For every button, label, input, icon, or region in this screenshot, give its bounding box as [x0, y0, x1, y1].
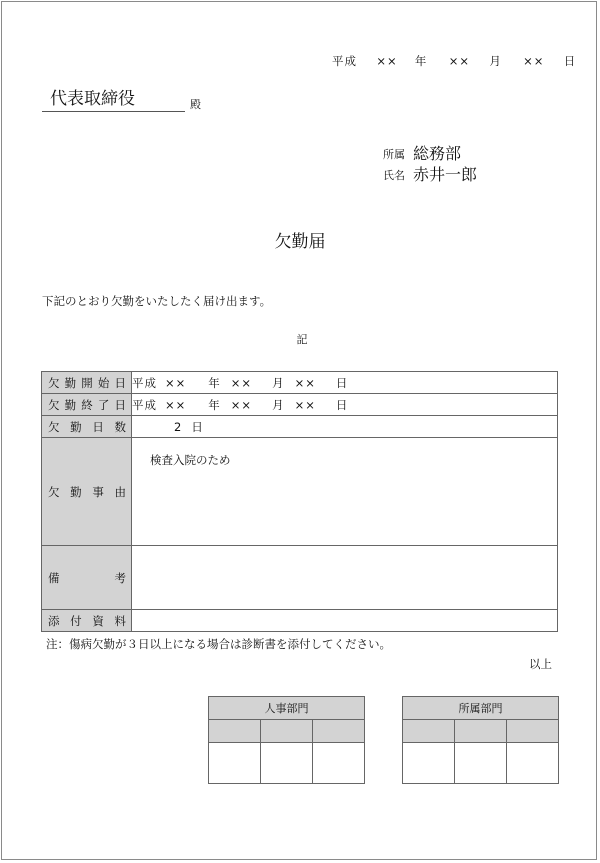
sender-name — [383, 161, 477, 184]
label-char: 了 — [97, 397, 110, 412]
label-char: 料 — [114, 613, 126, 628]
name-value: 赤井一郎 — [413, 165, 478, 184]
end-day: ×× — [294, 397, 316, 412]
label-char: 添 — [48, 613, 60, 628]
label-char: 備 — [48, 570, 60, 585]
date-day: ×× — [523, 54, 545, 68]
end-year-unit: 年 — [208, 397, 221, 412]
label-char: 始 — [97, 375, 110, 390]
hr-stamp-header-row — [209, 720, 365, 743]
dept-stamp-header-row — [403, 720, 559, 743]
days-value-cell[interactable] — [132, 416, 558, 438]
dept-stamp-seal-row — [403, 743, 559, 784]
end-date-value[interactable] — [132, 394, 558, 416]
attachments-value[interactable] — [132, 610, 558, 632]
label-char: 終 — [81, 397, 93, 412]
note-text: 注：傷病欠勤が３日以上になる場合は診断書を添付してください。 — [46, 637, 391, 651]
label-char: 資 — [92, 613, 104, 628]
days-value: 2 — [174, 419, 182, 434]
start-date-value[interactable] — [132, 372, 558, 394]
intro-text: 下記のとおり欠勤をいたしたく届け出ます。 — [42, 294, 272, 308]
label-char: 事 — [92, 484, 104, 499]
seal-cell[interactable] — [455, 743, 507, 784]
remarks-label — [42, 546, 132, 610]
label-char: 考 — [114, 570, 126, 585]
seal-cell[interactable] — [209, 743, 261, 784]
start-year-unit: 年 — [208, 375, 221, 390]
date-year-unit: 年 — [414, 54, 428, 68]
label-char: 日 — [114, 375, 126, 390]
hr-stamp-seal-row — [209, 743, 365, 784]
start-month-unit: 月 — [272, 375, 285, 390]
days-label — [42, 416, 132, 438]
label-char: 欠 — [48, 419, 60, 434]
hr-stamp-box — [208, 696, 365, 784]
reason-value[interactable]: 検査入院のため — [132, 438, 558, 546]
days-unit: 日 — [191, 419, 203, 434]
end-date-row — [42, 394, 558, 416]
end-month-unit: 月 — [272, 397, 285, 412]
stamp-cell — [261, 720, 313, 743]
label-char: 欠 — [48, 484, 60, 499]
start-date-row — [42, 372, 558, 394]
department-label: 所属 — [383, 148, 405, 161]
document-title: 欠勤届 — [274, 232, 326, 252]
closing-text: 以上 — [529, 657, 552, 671]
addressee-name: 代表取締役 — [42, 88, 185, 112]
seal-cell[interactable] — [261, 743, 313, 784]
label-char: 数 — [114, 419, 126, 434]
start-month: ×× — [230, 375, 253, 390]
end-date-label — [42, 394, 132, 416]
label-char: 日 — [92, 419, 104, 434]
label-char: 勤 — [64, 397, 77, 412]
ki-marker: 記 — [296, 333, 308, 346]
start-year: ×× — [165, 375, 187, 390]
department-value: 総務部 — [413, 144, 462, 163]
start-era: 平成 — [132, 375, 157, 390]
date-month-unit: 月 — [489, 54, 502, 68]
days-row — [42, 416, 558, 438]
reason-row — [42, 438, 558, 546]
attachments-row — [42, 610, 558, 632]
stamp-cell — [209, 720, 261, 743]
end-era: 平成 — [132, 397, 157, 412]
dept-stamp-title: 所属部門 — [403, 697, 559, 720]
date-era: 平成 — [332, 54, 357, 68]
stamp-cell — [313, 720, 365, 743]
remarks-value[interactable] — [132, 546, 558, 610]
label-char: 由 — [114, 484, 126, 499]
label-char: 付 — [70, 613, 82, 628]
stamp-cell — [507, 720, 559, 743]
date-day-unit: 日 — [563, 54, 577, 68]
seal-cell[interactable] — [507, 743, 559, 784]
start-day-unit: 日 — [335, 375, 349, 390]
name-label: 氏名 — [383, 169, 405, 182]
end-day-unit: 日 — [335, 397, 349, 412]
seal-cell[interactable] — [313, 743, 365, 784]
end-year: ×× — [165, 397, 187, 412]
attachments-label — [42, 610, 132, 632]
label-char: 日 — [114, 397, 126, 412]
dept-stamp-box — [402, 696, 559, 784]
seal-cell[interactable] — [403, 743, 455, 784]
absence-details-table — [41, 371, 558, 632]
date-year: ×× — [376, 54, 398, 68]
end-month: ×× — [230, 397, 253, 412]
label-char: 欠 — [48, 375, 60, 390]
reason-label — [42, 438, 132, 546]
start-date-label — [42, 372, 132, 394]
addressee-honorific: 殿 — [190, 98, 201, 111]
submission-date — [332, 53, 576, 69]
stamp-cell — [455, 720, 507, 743]
label-char: 勤 — [70, 419, 82, 434]
label-char: 欠 — [48, 397, 60, 412]
label-char: 開 — [81, 375, 93, 390]
sender-department — [383, 140, 461, 163]
start-day: ×× — [294, 375, 316, 390]
hr-stamp-title: 人事部門 — [209, 697, 365, 720]
label-char: 勤 — [64, 375, 77, 390]
label-char: 勤 — [70, 484, 82, 499]
date-month: ×× — [448, 54, 470, 68]
remarks-row — [42, 546, 558, 610]
stamp-cell — [403, 720, 455, 743]
